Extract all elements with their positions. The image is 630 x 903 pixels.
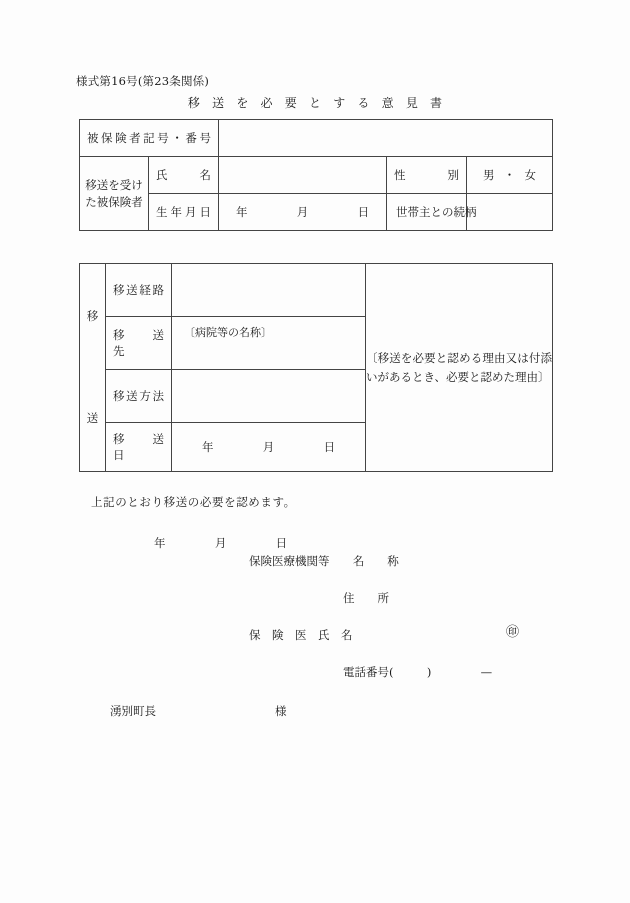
insured-symbol-number-label-cell — [80, 120, 219, 157]
transport-details-table — [79, 263, 553, 472]
table-row — [80, 157, 553, 194]
insured-symbol-number-field[interactable] — [219, 120, 553, 157]
recipient-honorific: 様 — [275, 704, 287, 718]
transport-vertical-label-cell — [80, 264, 106, 472]
declaration-date[interactable] — [154, 535, 287, 551]
institution-name-label: 名 称 — [352, 554, 399, 568]
recipient-name: 湧別町長 — [110, 704, 156, 718]
insured-sex-options-cell[interactable] — [467, 157, 553, 194]
phone-number-line[interactable] — [343, 664, 492, 680]
insured-name-field[interactable] — [219, 157, 387, 194]
insured-sex-label-cell — [387, 157, 467, 194]
declaration-year-unit: 年 — [154, 536, 166, 550]
insured-symbol-number-label: 被保険者記号・番号 — [87, 131, 211, 145]
birth-year-unit: 年 — [235, 205, 248, 219]
transport-vertical-label-top: 移 — [86, 308, 99, 323]
seal-icon: ㊞ — [506, 625, 520, 640]
table-row — [80, 120, 553, 157]
table-row — [80, 264, 553, 317]
doctor-name-label: 保 険 医 氏 名 — [249, 628, 353, 642]
transport-method-label: 移送方法 — [113, 389, 164, 403]
institution-address-label: 住 所 — [343, 591, 389, 605]
transport-date-label-cell — [106, 423, 176, 472]
transport-method-label-cell — [106, 370, 172, 423]
hospital-name-note: 〔病院等の名称〕 — [184, 326, 272, 339]
transport-reason-cell[interactable] — [366, 264, 553, 472]
transport-reason-label: 〔移送を必要と認める理由又は付添いがあるとき、必要と認めた理由〕 — [366, 350, 552, 384]
institution-address-line[interactable] — [343, 590, 389, 606]
insured-owner-label-cell — [80, 157, 149, 231]
household-relation-label: 世帯主との続柄 — [396, 205, 477, 219]
doctor-name-line[interactable] — [249, 627, 353, 643]
insured-birthdate-label-cell — [149, 194, 219, 231]
declaration-statement: 上記のとおり移送の必要を認めます。 — [91, 495, 296, 509]
insured-name-label: 氏 名 — [156, 168, 211, 182]
page-title: 移 送 を 必 要 と す る 意 見 書 — [187, 96, 447, 110]
insured-name-label-cell — [149, 157, 219, 194]
declaration-day-unit: 日 — [275, 536, 288, 550]
insured-owner-label-line2: た被保険者 — [85, 194, 143, 209]
insured-person-table — [79, 119, 553, 231]
phone-dash: — — [480, 665, 493, 679]
insured-birthdate-label: 生年月日 — [156, 205, 211, 219]
transport-destination-label-cell — [106, 317, 176, 370]
institution-label: 保険医療機関等 — [249, 554, 330, 568]
transport-route-label: 移送経路 — [113, 283, 164, 297]
transport-destination-field[interactable] — [172, 317, 366, 370]
insured-owner-label-line1: 移送を受け — [85, 177, 143, 192]
phone-label: 電話番号( — [343, 665, 394, 679]
insured-sex-options: 男 ・ 女 — [483, 168, 537, 182]
form-number: 様式第16号(第23条関係) — [76, 74, 210, 88]
declaration-month-unit: 月 — [214, 536, 227, 550]
insured-birthdate-field[interactable] — [219, 194, 387, 231]
transport-vertical-label-bottom: 送 — [86, 410, 99, 425]
transport-route-field[interactable] — [172, 264, 366, 317]
transport-route-label-cell — [106, 264, 172, 317]
birth-month-unit: 月 — [296, 205, 309, 219]
transport-date-label: 移 送 日 — [113, 432, 176, 462]
transport-year-unit: 年 — [201, 440, 214, 454]
transport-day-unit: 日 — [323, 440, 336, 454]
birth-day-unit: 日 — [357, 205, 370, 219]
transport-month-unit: 月 — [262, 440, 275, 454]
transport-date-field[interactable] — [172, 423, 366, 472]
household-relation-field[interactable] — [467, 194, 553, 231]
institution-name-line[interactable] — [249, 553, 399, 569]
table-row — [80, 194, 553, 231]
transport-method-field[interactable] — [172, 370, 366, 423]
phone-paren-close: ) — [426, 665, 432, 679]
transport-destination-label: 移 送 先 — [113, 328, 176, 358]
insured-sex-label: 性 別 — [394, 168, 459, 182]
household-relation-label-cell — [387, 194, 477, 231]
